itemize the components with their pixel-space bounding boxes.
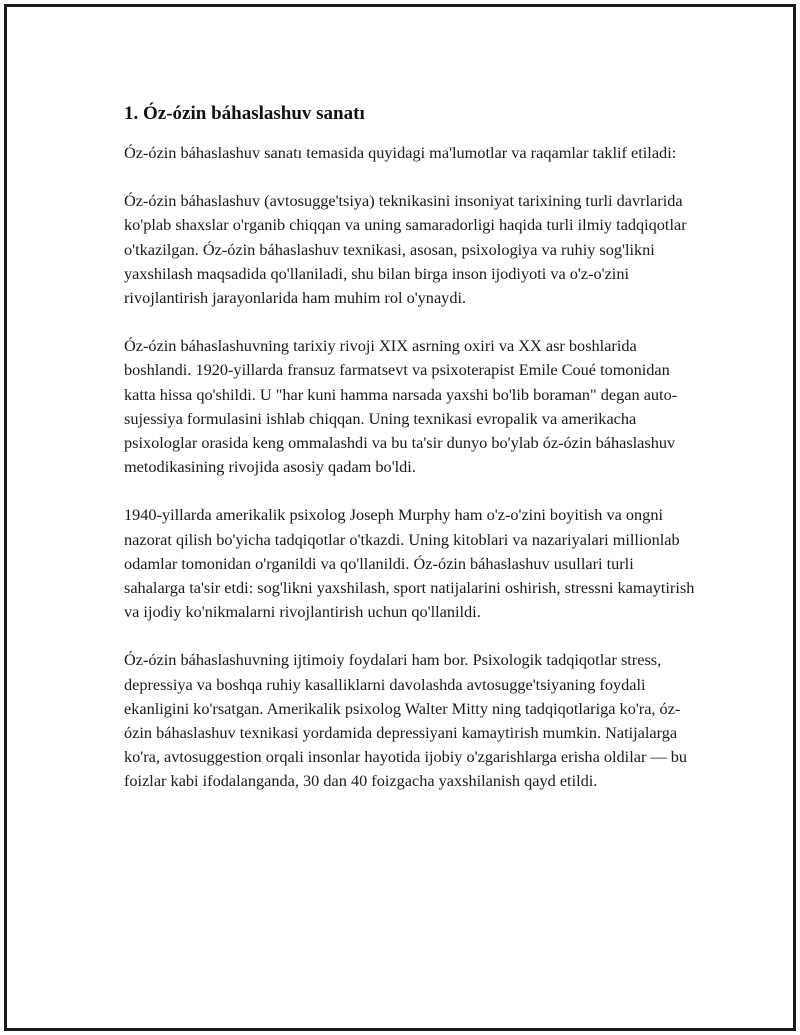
- paragraph-definition: Óz-ózin báhaslashuv (avtosugge'tsiya) teknikasini insoniyat tarixining turli davrlarida ko'plab shaxslar o'rganib chiqqan va uning samaradorligi haqida turli ilmiy tadqiqotlar o'tkazilgan. Óz-ózin báhaslashuv texnikasi, asosan, psixologiya va ruhiy sog'likni yaxshilash maqsadida qo'llaniladi, shu bilan birga inson ijodiyoti va o'z-o'zini rivojlantirish jarayonlarida ham muhim rol o'ynaydi.: [124, 191, 687, 308]
- page-frame: [4, 4, 796, 1031]
- section-heading: 1. Óz-ózin báhaslashuv sanatı: [124, 103, 365, 124]
- paragraph-murphy: 1940-yillarda amerikalik psixolog Joseph Murphy ham o'z-o'zini boyitish va ongni nazorat qilish bo'yicha tadqiqotlar o'tkazdi. Uning kitoblari va nazariyalari millionlab odamlar tomonidan o'rganildi va qo'llanildi. Óz-ózin báhaslashuv usullari turli sahalarga ta'sir etdi: sog'likni yaxshilash, sport natijalarini oshirish, stressni kamaytirish va ijodiy ko'nikmalarni rivojlantirish uchun qo'llanildi.: [124, 505, 695, 622]
- document-body: [124, 102, 696, 818]
- intro-paragraph: Óz-ózin báhaslashuv sanatı temasida quyidagi ma'lumotlar va raqamlar taklif etiladi:: [124, 143, 677, 162]
- paragraph-history: Óz-ózin báhaslashuvning tarixiy rivoji XIX asrning oxiri va XX asr boshlarida boshlandi. 1920-yillarda fransuz farmatsevt va psixoterapist Emile Coué tomonidan katta hissa qo'shildi. U "har kuni hamma narsada yaxshi bo'lib boraman" degan auto-sujessiya formulasini ishlab chiqqan. Uning texnikasi evropalik va amerikacha psixologlar orasida keng ommalashdi va bu ta'sir dunyo bo'ylab óz-ózin báhaslashuv metodikasining rivojida asosiy qadam bo'ldi.: [124, 336, 678, 477]
- paragraph-social-benefits: Óz-ózin báhaslashuvning ijtimoiy foydalari ham bor. Psixologik tadqiqotlar stress, depressiya va boshqa ruhiy kasalliklarni davolashda avtosugge'tsiyaning foydali ekanligini ko'rsatgan. Amerikalik psixolog Walter Mitty ning tadqiqotlariga ko'ra, óz-ózin báhaslashuv texnikasi yordamida depressiyani kamaytirish mumkin. Natijalarga ko'ra, avtosuggestion orqali insonlar hayotida ijobiy o'zgarishlarga erisha oldilar — bu foizlar kabi ifodalanganda, 30 dan 40 foizgacha yaxshilanish qayd etildi.: [124, 650, 688, 791]
